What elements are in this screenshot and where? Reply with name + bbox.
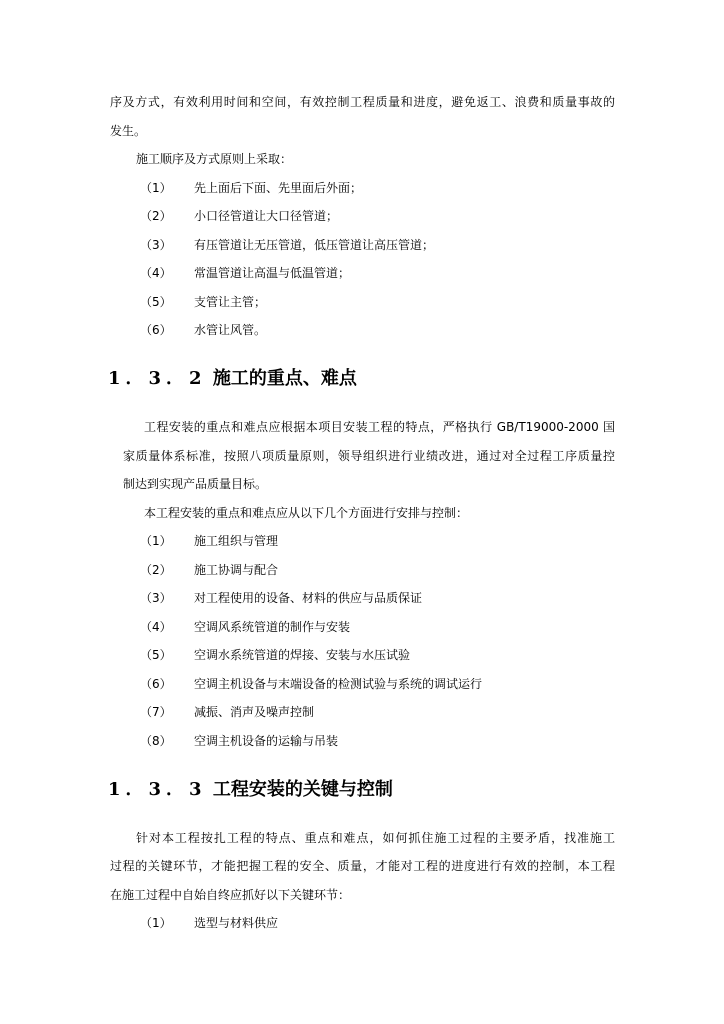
- list-item: [140, 208, 338, 224]
- list-item-number: （3）: [140, 238, 172, 252]
- list-item: [140, 590, 422, 606]
- list-item-number: （6）: [140, 677, 172, 691]
- section-heading-1-3-3: [108, 779, 393, 801]
- section-title: 工程安装的关键与控制: [212, 779, 393, 800]
- list-item-number: （5）: [140, 648, 172, 662]
- list-item: [140, 704, 314, 720]
- list-item-text: 施工组织与管理: [194, 534, 279, 548]
- section-number: 1．3．2: [108, 368, 207, 389]
- list-item-text: 空调主机设备与末端设备的检测试验与系统的调试运行: [194, 677, 483, 691]
- list-item-number: （4）: [140, 620, 172, 634]
- list-item: [140, 294, 266, 310]
- list-item-text: 支管让主管；: [194, 295, 267, 309]
- intro-line-2: 发生。: [110, 124, 147, 138]
- list-item: [140, 180, 362, 196]
- section-lead: 本工程安装的重点和难点应从以下几个方面进行安排与控制：: [144, 506, 469, 520]
- list-item-text: 空调主机设备的运输与吊装: [194, 734, 339, 748]
- list-item-number: （1）: [140, 916, 172, 930]
- list-item: [140, 265, 350, 281]
- list-item: [140, 915, 278, 931]
- intro-lead: 施工顺序及方式原则上采取：: [136, 152, 293, 166]
- list-item: [140, 322, 266, 338]
- list-item-number: （4）: [140, 266, 172, 280]
- list-item-text: 空调水系统管道的焊接、安装与水压试验: [194, 648, 411, 662]
- list-item: [140, 676, 482, 692]
- paragraph-line: 在施工过程中自始自终应抓好以下关键环节：: [110, 888, 351, 902]
- list-item-number: （6）: [140, 323, 172, 337]
- list-item-text: 施工协调与配合: [194, 563, 279, 577]
- list-item: [140, 647, 410, 663]
- list-item-text: 常温管道让高温与低温管道；: [194, 266, 351, 280]
- list-item-number: （5）: [140, 295, 172, 309]
- list-item-number: （2）: [140, 563, 172, 577]
- list-item-text: 对工程使用的设备、材料的供应与品质保证: [194, 591, 423, 605]
- list-item-text: 选型与材料供应: [194, 916, 279, 930]
- paragraph-line: 制达到实现产品质量目标。: [123, 477, 268, 491]
- list-item-text: 有压管道让无压管道，低压管道让高压管道；: [194, 238, 435, 252]
- list-item-number: （2）: [140, 209, 172, 223]
- list-item-text: 小口径管道让大口径管道；: [194, 209, 339, 223]
- list-item-number: （7）: [140, 705, 172, 719]
- paragraph-line: 针对本工程按扎工程的特点、重点和难点，如何抓住施工过程的主要矛盾，找准施工: [136, 831, 615, 845]
- section-title: 施工的重点、难点: [212, 368, 357, 389]
- list-item: [140, 619, 350, 635]
- paragraph-line: 过程的关键环节，才能把握工程的安全、质量，才能对工程的进度进行有效的控制，本工程: [110, 859, 615, 873]
- section-heading-1-3-2: [108, 368, 357, 390]
- list-item-number: （1）: [140, 534, 172, 548]
- list-item: [140, 237, 434, 253]
- paragraph-line: 家质量体系标准，按照八项质量原则，领导组织进行业绩改进，通过对全过程工序质量控: [123, 449, 615, 463]
- section-number: 1．3．3: [108, 779, 207, 800]
- list-item-text: 水管让风管。: [194, 323, 267, 337]
- list-item-text: 空调风系统管道的制作与安装: [194, 620, 351, 634]
- intro-line-1: 序及方式，有效利用时间和空间，有效控制工程质量和进度，避免返工、浪费和质量事故的: [110, 95, 615, 109]
- list-item: [140, 533, 278, 549]
- list-item-number: （1）: [140, 181, 172, 195]
- list-item-number: （8）: [140, 734, 172, 748]
- list-item: [140, 733, 338, 749]
- paragraph-line: 工程安装的重点和难点应根据本项目安装工程的特点，严格执行 GB/T19000-2000 国: [144, 420, 615, 434]
- list-item-text: 先上面后下面、先里面后外面；: [194, 181, 363, 195]
- list-item-text: 减振、消声及噪声控制: [194, 705, 315, 719]
- list-item: [140, 562, 278, 578]
- list-item-number: （3）: [140, 591, 172, 605]
